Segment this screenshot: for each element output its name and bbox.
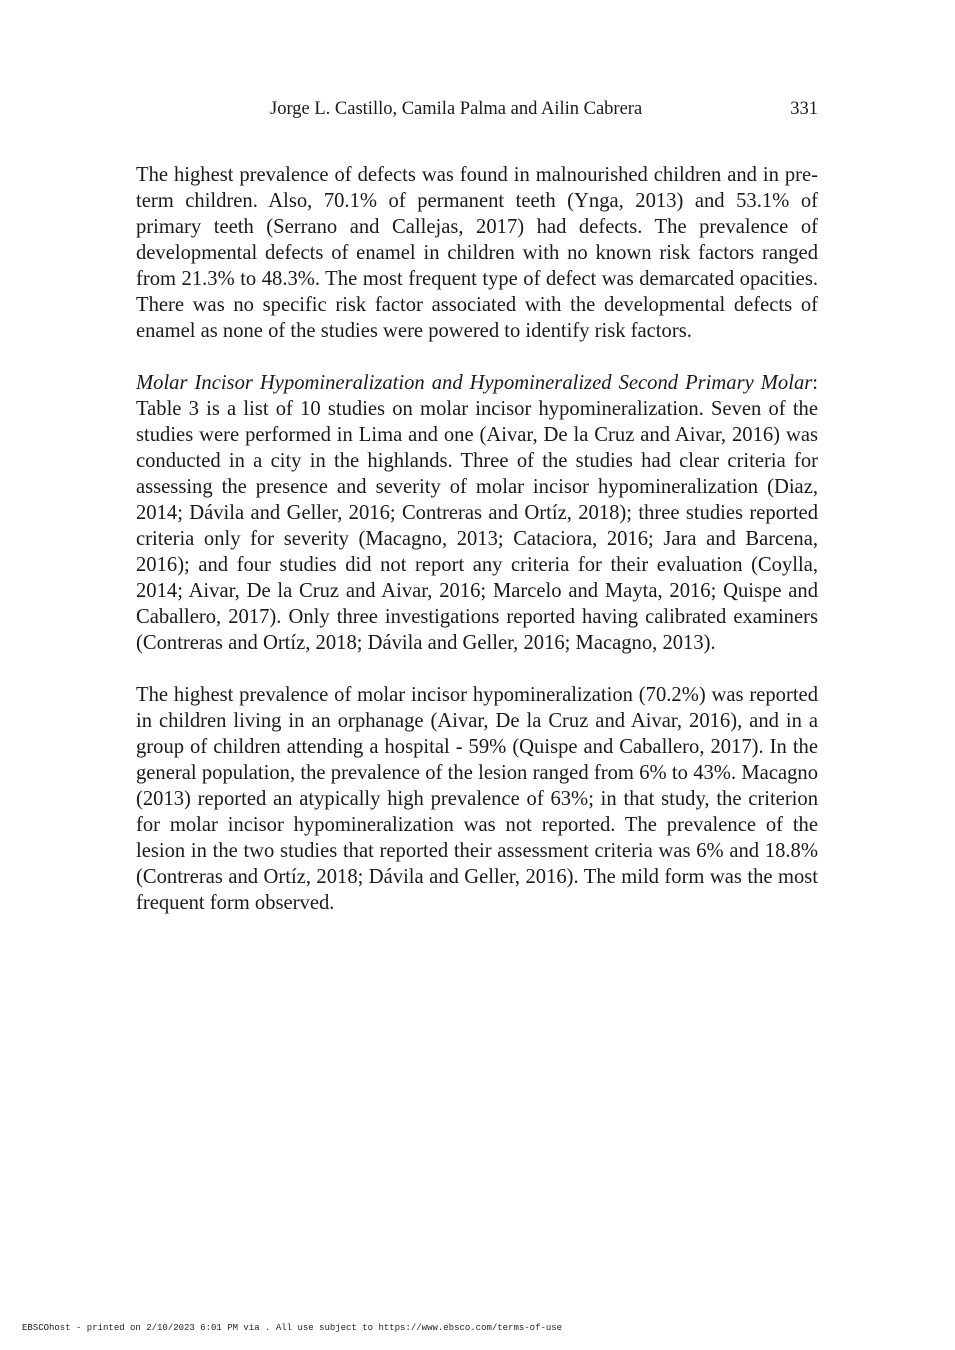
paragraph-mih-prevalence: The highest prevalence of molar incisor hypomineralization (70.2%) was reported in children living in an orphanage (Aivar, De la Cruz and Aivar, 2016), and in a group of children attending a hospital - 59% (Quispe and Caballero, 2017). In the general population, the prevalence of the lesion ranged from 6% to 43%. Macagno (2013) reported an atypically high prevalence of 63%; in that study, the criterion for molar incisor hypomineralization was not reported. The prevalence of the lesion in the two studies that reported their assessment criteria was 6% and 18.8% (Contreras and Ortíz, 2018; Dávila and Geller, 2016). The mild form was the most frequent form observed. (136, 684, 818, 914)
paragraph-mih-studies (136, 370, 818, 656)
header-authors: Jorge L. Castillo, Camila Palma and Ailin Cabrera (270, 99, 643, 119)
page-number: 331 (790, 99, 818, 119)
ebscohost-footer: EBSCOhost - printed on 2/10/2023 6:01 PM via . All use subject to https://www.ebsco.com/terms-of-use (22, 1323, 563, 1333)
running-header (136, 96, 818, 122)
section-heading-mih: Molar Incisor Hypomineralization and Hypomineralized Second Primary Molar (136, 372, 813, 394)
body-text (136, 162, 818, 942)
paragraph-mih-studies-body: : Table 3 is a list of 10 studies on molar incisor hypomineralization. Seven of the studies were performed in Lima and one (Aivar, De la Cruz and Aivar, 2016) was conducted in a city in the highlands. Three of the studies had clear criteria for assessing the presence and severity of molar incisor hypomineralization (Diaz, 2014; Dávila and Geller, 2016; Contreras and Ortíz, 2018); three studies reported criteria only for severity (Macagno, 2013; Cataciora, 2016; Jara and Barcena, 2016); and four studies did not report any criteria for their evaluation (Coylla, 2014; Aivar, De la Cruz and Aivar, 2016; Marcelo and Mayta, 2016; Quispe and Caballero, 2017). Only three investigations reported having calibrated examiners (Contreras and Ortíz, 2018; Dávila and Geller, 2016; Macagno, 2013). (136, 372, 818, 654)
paragraph-dde-prevalence: The highest prevalence of defects was found in malnourished children and in pre-term children. Also, 70.1% of permanent teeth (Ynga, 2013) and 53.1% of primary teeth (Serrano and Callejas, 2017) had defects. The prevalence of developmental defects of enamel in children with no known risk factors ranged from 21.3% to 48.3%. The most frequent type of defect was demarcated opacities. There was no specific risk factor associated with the developmental defects of enamel as none of the studies were powered to identify risk factors. (136, 164, 818, 342)
